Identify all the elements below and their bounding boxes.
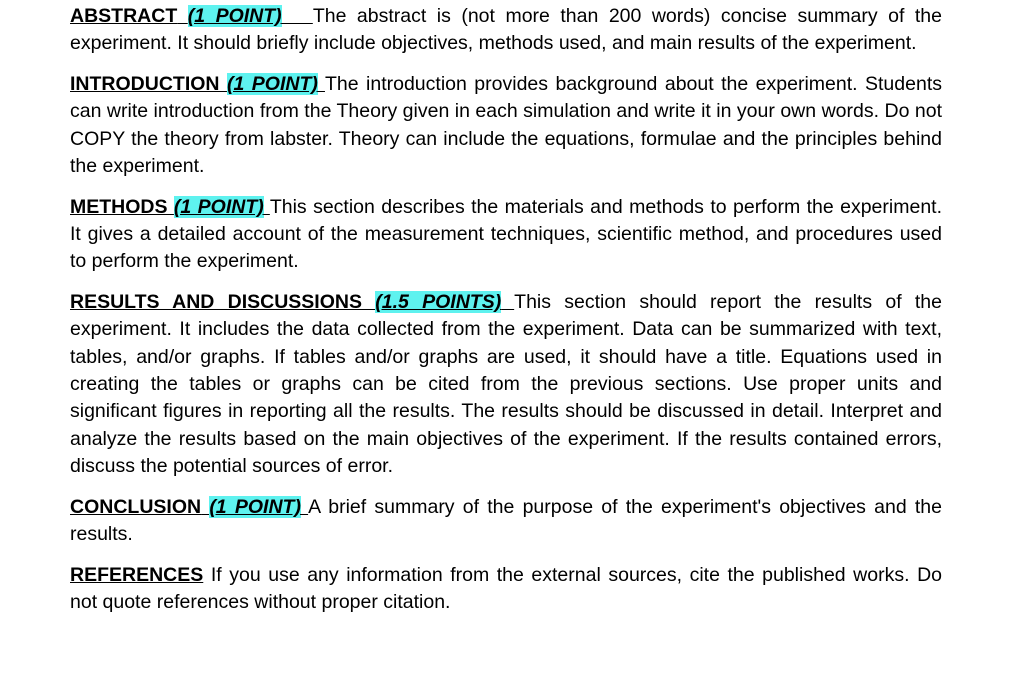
points-badge: (1 POINT): [209, 495, 301, 518]
section-abstract: [70, 3, 942, 58]
section-body: A brief summary of the purpose of the experiment's objectives and the results.: [70, 495, 942, 546]
section-body: The introduction provides background about the experiment. Students can write introduction from the Theory given in each simulation and write it in your own words. Do not COPY the theory from labster. Theory can include the equations, formulae and the principles behind the experiment.: [70, 73, 942, 177]
section-body: If you use any information from the external sources, cite the published works. Do not quote references without proper citation.: [70, 563, 942, 614]
section-methods: [70, 194, 942, 276]
section-heading: METHODS: [70, 195, 168, 218]
section-body: The abstract is (not more than 200 words) concise summary of the experiment. It should briefly include objectives, methods used, and main results of the experiment.: [70, 5, 942, 55]
points-badge: (1 POINT): [187, 5, 282, 27]
section-heading: INTRODUCTION: [70, 73, 220, 96]
document-page: [70, 3, 942, 630]
section-results-and-discussions: [70, 289, 942, 480]
section-heading: RESULTS AND DISCUSSIONS: [70, 291, 362, 314]
section-heading: REFERENCES: [70, 563, 204, 586]
section-introduction: [70, 71, 942, 180]
section-references: [70, 562, 942, 617]
section-body: This section describes the materials and methods to perform the experiment. It gives a detailed account of the measurement techniques, scientific method, and procedures used to perform the experiment.: [70, 195, 942, 273]
points-badge: (1.5 POINTS): [375, 291, 502, 314]
section-conclusion: [70, 494, 942, 549]
section-heading: CONCLUSION: [70, 495, 202, 518]
section-heading: ABSTRACT: [70, 5, 178, 27]
section-body: This section should report the results of the experiment. It includes the data collected from the experiment. Data can be summarized with text, tables, and/or graphs. If tables and/or graphs are used, it should have a title. Equations used in creating the tables or graphs can be cited from the previous sections. Use proper units and significant figures in reporting all the results. The results should be discussed in detail. Interpret and analyze the results based on the main objectives of the experiment. If the results contained errors, discuss the potential sources of error.: [70, 291, 942, 477]
points-badge: (1 POINT): [226, 73, 318, 96]
points-badge: (1 POINT): [173, 195, 264, 218]
